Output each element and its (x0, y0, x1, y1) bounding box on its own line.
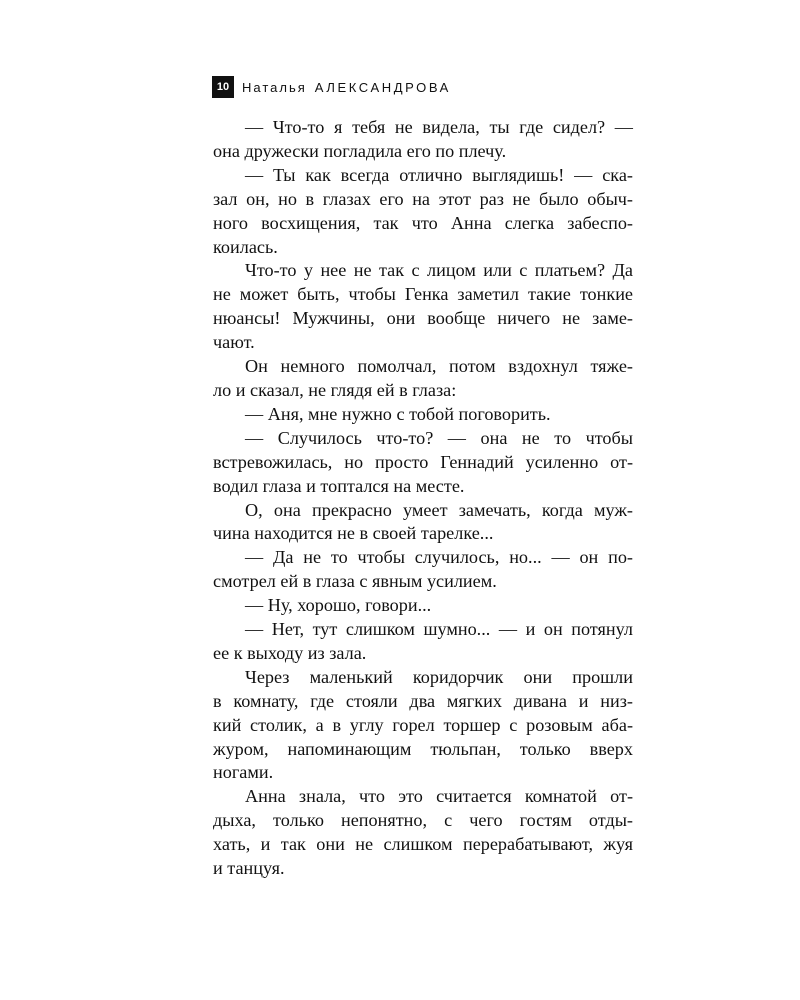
text-line: дыха, только непонятно, с чего гостям отды- (213, 810, 633, 831)
text-line: кий столик, а в углу горел торшер с розовым аба- (213, 714, 633, 735)
paragraph (213, 164, 633, 260)
text-line: Через маленький коридорчик они прошли (245, 666, 633, 687)
text-line: ного восхищения, так что Анна слегка забеспо- (213, 212, 633, 233)
text-line: смотрел ей в глаза с явным усилием. (213, 571, 497, 592)
text-line: — Случилось что-то? — она не то чтобы (245, 427, 633, 448)
paragraph (213, 355, 633, 403)
running-header (212, 76, 451, 98)
text-line: она дружески погладила его по плечу. (213, 140, 507, 161)
text-line: — Да не то чтобы случилось, но... — он по- (245, 547, 633, 568)
text-line: — Что-то я тебя не видела, ты где сидел? — (245, 117, 633, 137)
paragraph (213, 116, 633, 164)
text-line: Что-то у нее не так с лицом или с платьем? Да (245, 260, 633, 281)
text-line: не может быть, чтобы Генка заметил такие тонкие (213, 284, 633, 305)
paragraph (213, 427, 633, 499)
author-first-name: Наталья (242, 79, 307, 95)
paragraph (213, 259, 633, 355)
text-line: О, она прекрасно умеет замечать, когда муж- (245, 499, 633, 520)
text-line: Анна знала, что это считается комнатой от- (245, 786, 633, 807)
paragraph (213, 594, 633, 618)
text-line: водил глаза и топтался на месте. (213, 475, 465, 496)
paragraph (213, 403, 633, 427)
paragraph (213, 666, 633, 786)
text-line: нюансы! Мужчины, они вообще ничего не заме- (213, 308, 633, 329)
text-line: и танцуя. (213, 858, 285, 879)
text-line: — Аня, мне нужно с тобой поговорить. (245, 403, 551, 424)
body-text (213, 116, 633, 881)
text-line: в комнату, где стояли два мягких дивана и низ- (213, 690, 633, 711)
text-line: — Ну, хорошо, говори... (245, 595, 432, 616)
text-line: хать, и так они не слишком перерабатывают, жуя (213, 834, 633, 855)
author-last-name: АЛЕКСАНДРОВА (314, 79, 451, 95)
paragraph (213, 618, 633, 666)
text-line: Он немного помолчал, потом вздохнул тяже- (245, 356, 633, 377)
text-line: — Нет, тут слишком шумно... — и он потянул (245, 619, 633, 640)
paragraph (213, 785, 633, 881)
text-line: ногами. (213, 762, 274, 783)
paragraph (213, 546, 633, 594)
text-line: ло и сказал, не глядя ей в глаза: (213, 379, 457, 400)
text-line: журом, напоминающим тюльпан, только вверх (213, 738, 633, 759)
text-line: чают. (213, 332, 255, 353)
text-line: коилась. (213, 236, 278, 257)
text-line: встревожилась, но просто Геннадий усиленно от- (213, 451, 633, 472)
page-number: 10 (212, 76, 234, 98)
text-line: ее к выходу из зала. (213, 642, 367, 663)
text-line: — Ты как всегда отлично выглядишь! — ска- (245, 164, 633, 185)
text-line: зал он, но в глазах его на этот раз не было обыч- (213, 188, 633, 209)
paragraph (213, 499, 633, 547)
text-line: чина находится не в своей тарелке... (213, 523, 494, 544)
